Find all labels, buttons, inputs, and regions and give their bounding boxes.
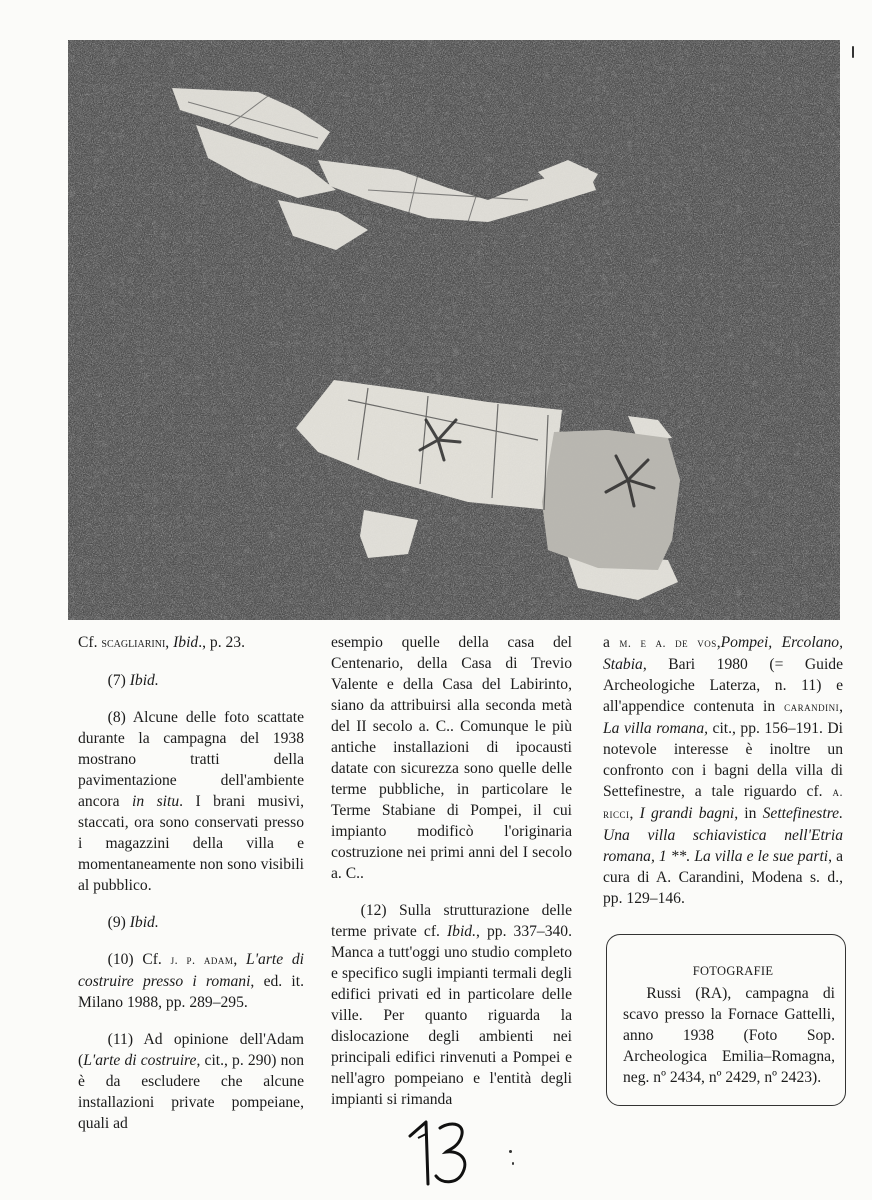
excavation-photo <box>68 40 840 620</box>
handwritten-page-number-icon <box>404 1118 484 1188</box>
scan-speck <box>512 1162 514 1165</box>
note-7: (7) Ibid. <box>107 672 159 689</box>
notes-column-2 <box>331 632 572 1110</box>
note-11-continued: esempio quelle della casa del Centenario, della Casa di Trevio Valente e della Casa del Labirinto, siano da attribuirsi alla seconda metà del II secolo a. C.. Comunque le più antiche installazioni di ipocausti datate con sicurezza sono quelle delle terme pubbliche, in particolare le Terme Stabiane di Pompei, il cui impianto modificò l'originaria costruzione nei primi anni del I secolo a. C.. <box>331 634 572 882</box>
note-11: (11) Ad opinione dell'Adam (L'arte di costruire, cit., p. 290) non è da escludere che alcune installazioni private pompeiane, quali ad <box>78 1031 305 1132</box>
photo-credits-title: FOTOGRAFIE <box>692 964 774 978</box>
note-8: (8) Alcune delle foto scattate durante la campagna del 1938 mostrano tratti della pavimentazione dell'ambiente ancora in situ. I brani musivi, staccati, ora sono conservati presso i magazzini della villa e momentaneamente non sono visibili al pubblico. <box>78 709 305 894</box>
notes-column-1 <box>78 632 304 1134</box>
photo-credits-body: Russi (RA), campagna di scavo presso la Fornace Gattelli, anno 1938 (Foto Sop. Archeologica Emilia–Romagna, neg. nº 2434, nº 2429, nº 2423). <box>623 985 835 1086</box>
note-9: (9) Ibid. <box>107 914 159 931</box>
scan-speck <box>509 1150 512 1153</box>
note-12-continued: a m. e a. de vos,Pompei, Ercolano, Stabia, Bari 1980 (= Guide Archeologiche Laterza, n. 11) e all'appendice contenuta in carandini, La villa romana, cit., pp. 156–191. Di notevole interesse è inoltre un confronto con i bagni della villa di Settefinestre, a tale riguardo cf. a. ricci, I grandi bagni, in Settefinestre. Una villa schiavistica nell'Etria romana, 1 **. La villa e le sue parti, a cura di A. Carandini, Modena s. d., pp. 129–146. <box>603 634 844 907</box>
page-number <box>404 1118 484 1188</box>
scan-speck <box>852 46 854 58</box>
note-12: (12) Sulla strutturazione delle terme private cf. Ibid., pp. 337–340. Manca a tutt'oggi uno studio completo e specifico sugli impianti termali degli edifici privati ed in particolare delle ville. Per quanto riguarda la dislocazione degli ambienti nei principali edifici rinvenuti a Pompei e nell'agro pompeiano e l'entità degli impianti si rimanda <box>331 902 572 1108</box>
note-10: (10) Cf. j. p. adam, L'arte di costruire presso i romani, ed. it. Milano 1988, pp. 289–295. <box>78 951 304 1011</box>
photo-credits-box <box>606 934 846 1106</box>
excavation-photo-mosaic-floor-icon <box>68 40 840 620</box>
notes-column-3 <box>603 632 843 909</box>
note-6-tail: Cf. scagliarini, Ibid., p. 23. <box>78 634 245 651</box>
